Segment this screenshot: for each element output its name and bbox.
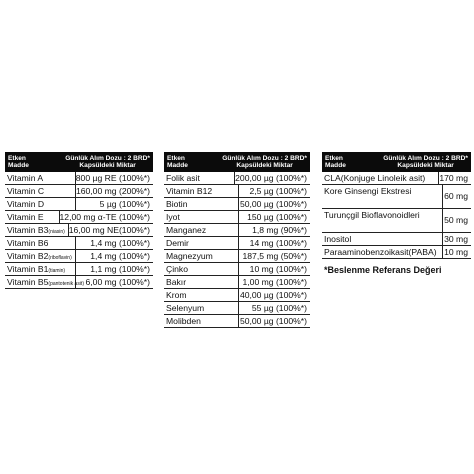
ingredient-amount: 5 µg (100%*) [99, 199, 150, 209]
ingredient-amount: 1,00 mg (100%*) [242, 277, 307, 287]
ingredient-name: CLA(Konjuge Linoleik asit) [322, 172, 439, 184]
table-row [5, 224, 153, 237]
ingredient-amount: 14 mg (100%*) [249, 238, 307, 248]
ingredient-name: Vitamin B6 [5, 237, 76, 249]
ingredient-name: Vitamin A [5, 172, 76, 184]
table-row [322, 185, 471, 209]
table-body [322, 172, 471, 259]
amount-column-header [65, 155, 150, 169]
ingredient-name: Vitamin B2(riboflavin) [5, 250, 76, 262]
ingredient-amount: 6,00 mg (100%*) [85, 277, 150, 287]
table-row [5, 198, 153, 211]
table-row [322, 209, 471, 233]
ingredient-amount: 50 mg [444, 215, 468, 225]
ingredient-name: Selenyum [164, 302, 239, 314]
header-label-line2: Madde [325, 162, 346, 169]
ingredient-name: Vitamin E [5, 211, 60, 223]
ingredient-amount: 187,5 mg (50%*) [242, 251, 307, 261]
table-row [164, 315, 310, 328]
ingredient-name: Inositol [322, 233, 443, 245]
ingredient-name: Kore Ginsengi Ekstresi [322, 185, 443, 208]
table-header [322, 152, 471, 172]
table-header [164, 152, 310, 172]
table-row [164, 185, 310, 198]
ingredient-name: Vitamin C [5, 185, 76, 197]
table-row [322, 233, 471, 246]
ingredient-amount: 40,00 µg (100%*) [239, 290, 307, 300]
table-row [164, 198, 310, 211]
ingredient-amount: 55 µg (100%*) [251, 303, 307, 313]
table-row [164, 263, 310, 276]
header-amount-line2: Kapsüldeki Miktar [236, 162, 293, 169]
table-row [164, 250, 310, 263]
ingredient-amount: 200,00 µg (100%*) [235, 173, 307, 183]
header-amount-line1: Günlük Alım Dozu : 2 BRD* [383, 155, 468, 162]
ingredient-name: Vitamin B5(pantotenik asit) [7, 277, 84, 287]
amount-column-header [383, 155, 468, 169]
ingredient-amount: 10 mg [444, 247, 468, 257]
ingredient-name: Vitamin B3(niasin) [5, 224, 69, 236]
table-body [5, 172, 153, 289]
ingredient-amount: 1,8 mg (90%*) [252, 225, 307, 235]
ingredient-name: Bakır [164, 276, 239, 288]
ingredient-amount: 1,1 mg (100%*) [90, 264, 150, 274]
ingredient-column-header [8, 155, 29, 169]
table-body [164, 172, 310, 328]
table-row [5, 250, 153, 263]
ingredient-name: Molibden [164, 315, 239, 327]
table-row [5, 237, 153, 250]
header-amount-line2: Kapsüldeki Miktar [79, 162, 136, 169]
ingredient-column-header [325, 155, 346, 169]
other-ingredients-table [322, 152, 471, 275]
ingredient-name: Vitamin B12 [164, 185, 239, 197]
header-amount-line1: Günlük Alım Dozu : 2 BRD* [65, 155, 150, 162]
table-row [5, 211, 153, 224]
vitamins-table [5, 152, 153, 289]
ingredient-name: Folik asit [164, 172, 235, 184]
ingredient-amount: 50,00 µg (100%*) [239, 316, 307, 326]
header-label-line1: Etken [325, 155, 343, 162]
ingredient-amount: 170 mg [439, 173, 468, 183]
header-label-line1: Etken [8, 155, 26, 162]
ingredient-name: Magnezyum [164, 250, 239, 262]
ingredient-name: Paraaminobenzoikasit(PABA) [322, 246, 443, 258]
ingredient-amount: 800 µg RE (100%*) [75, 173, 150, 183]
ingredient-name: Çinko [164, 263, 239, 275]
ingredient-column-header [167, 155, 188, 169]
header-label-line2: Madde [8, 162, 29, 169]
table-row [164, 289, 310, 302]
ingredient-name: Vitamin D [5, 198, 76, 210]
table-row [164, 224, 310, 237]
table-row [164, 211, 310, 224]
table-row [164, 276, 310, 289]
ingredient-amount: 1,4 mg (100%*) [90, 251, 150, 261]
header-amount-line1: Günlük Alım Dozu : 2 BRD* [222, 155, 307, 162]
ingredient-amount: 2,5 µg (100%*) [249, 186, 307, 196]
table-row [5, 276, 153, 289]
table-row [164, 237, 310, 250]
ingredient-name: Krom [164, 289, 239, 301]
ingredient-name: Turunçgil Bioflavonoidleri [322, 209, 443, 232]
header-label-line1: Etken [167, 155, 185, 162]
table-row [164, 302, 310, 315]
footnote: *Beslenme Referans Değeri [324, 265, 442, 275]
ingredient-amount: 50,00 µg (100%*) [239, 199, 307, 209]
ingredient-amount: 60 mg [444, 191, 468, 201]
minerals-table [164, 152, 310, 328]
table-row [322, 172, 471, 185]
ingredient-name: Manganez [164, 224, 239, 236]
ingredient-name: Vitamin B1(tiamin) [5, 263, 76, 275]
amount-column-header [222, 155, 307, 169]
ingredient-amount: 16,00 mg NE(100%*) [68, 225, 150, 235]
table-row [5, 185, 153, 198]
ingredient-name: Biotin [164, 198, 239, 210]
table-row [5, 263, 153, 276]
table-header [5, 152, 153, 172]
ingredient-amount: 160,00 mg (200%*) [75, 186, 150, 196]
header-amount-line2: Kapsüldeki Miktar [397, 162, 454, 169]
table-row [164, 172, 310, 185]
ingredient-amount: 10 mg (100%*) [249, 264, 307, 274]
ingredient-amount: 12,00 mg α-TE (100%*) [59, 212, 150, 222]
ingredient-amount: 150 µg (100%*) [247, 212, 307, 222]
header-label-line2: Madde [167, 162, 188, 169]
table-row [5, 172, 153, 185]
ingredient-name: Iyot [164, 211, 239, 223]
ingredient-amount: 30 mg [444, 234, 468, 244]
ingredient-amount: 1,4 mg (100%*) [90, 238, 150, 248]
ingredient-name: Demir [164, 237, 239, 249]
table-row [322, 246, 471, 259]
